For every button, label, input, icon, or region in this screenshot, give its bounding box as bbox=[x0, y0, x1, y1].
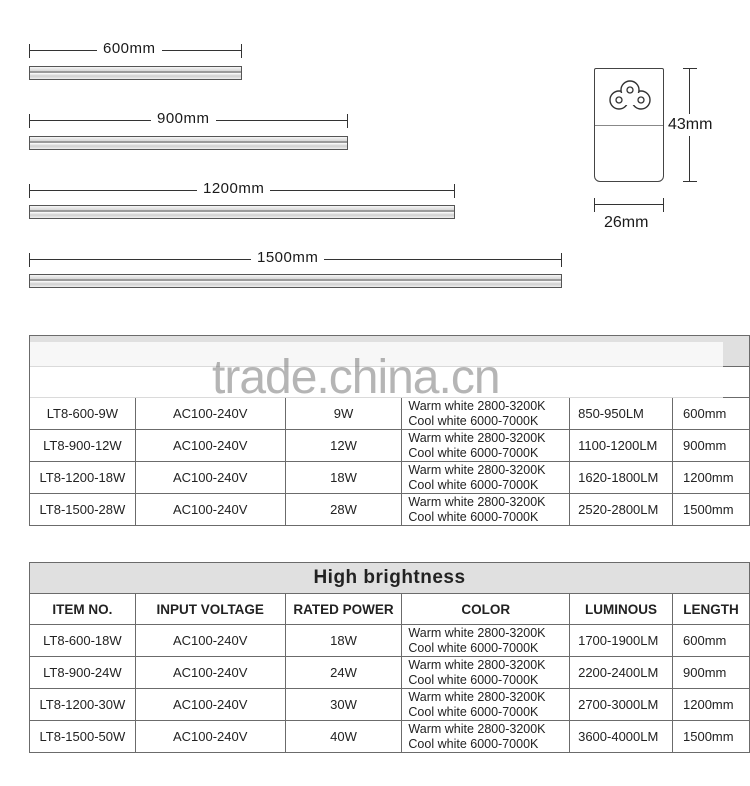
table-row bbox=[30, 721, 750, 753]
item-no: LT8-1500-50W bbox=[30, 721, 136, 753]
table-row bbox=[30, 689, 750, 721]
color-cell: Warm white 2800-3200K Cool white 6000-7000K bbox=[402, 625, 570, 657]
length: 1500mm bbox=[673, 494, 750, 526]
tube-900 bbox=[29, 136, 348, 150]
length: 1200mm bbox=[673, 689, 750, 721]
input-voltage: AC100-240V bbox=[135, 625, 285, 657]
color-cell: Warm white 2800-3200K Cool white 6000-7000K bbox=[402, 430, 570, 462]
input-voltage: AC100-240V bbox=[135, 689, 285, 721]
color-cell: Warm white 2800-3200K Cool white 6000-7000K bbox=[402, 494, 570, 526]
table-row bbox=[30, 430, 750, 462]
input-voltage: AC100-240V bbox=[135, 657, 285, 689]
rated-power: 40W bbox=[285, 721, 402, 753]
input-voltage: AC100-240V bbox=[135, 398, 285, 430]
tube-600 bbox=[29, 66, 242, 80]
col-header-length: LENGTH bbox=[673, 594, 750, 625]
color-cell: Warm white 2800-3200K Cool white 6000-7000K bbox=[402, 689, 570, 721]
rated-power: 24W bbox=[285, 657, 402, 689]
height-label: 43mm bbox=[668, 114, 712, 136]
high-brightness-table bbox=[29, 562, 750, 753]
color-cell: Warm white 2800-3200K Cool white 6000-7000K bbox=[402, 398, 570, 430]
dim-600 bbox=[29, 40, 242, 58]
col-header-color: COLOR bbox=[402, 594, 570, 625]
table-row bbox=[30, 657, 750, 689]
rated-power: 30W bbox=[285, 689, 402, 721]
color-cell: Warm white 2800-3200K Cool white 6000-7000K bbox=[402, 721, 570, 753]
table-row bbox=[30, 625, 750, 657]
color-cell: Warm white 2800-3200K Cool white 6000-7000K bbox=[402, 657, 570, 689]
col-header-voltage: INPUT VOLTAGE bbox=[135, 594, 285, 625]
table-row bbox=[30, 462, 750, 494]
length: 900mm bbox=[673, 657, 750, 689]
item-no: LT8-1500-28W bbox=[30, 494, 136, 526]
item-no: LT8-900-12W bbox=[30, 430, 136, 462]
col-header-item: ITEM NO. bbox=[30, 594, 136, 625]
luminous: 850-950LM bbox=[570, 398, 673, 430]
rated-power: 18W bbox=[285, 625, 402, 657]
dim-label-1200: 1200mm bbox=[197, 180, 270, 197]
luminous: 2520-2800LM bbox=[570, 494, 673, 526]
dim-1500 bbox=[29, 249, 562, 267]
tube-1500 bbox=[29, 274, 562, 288]
item-no: LT8-600-18W bbox=[30, 625, 136, 657]
table-title: High brightness bbox=[30, 563, 750, 594]
col-header-power: RATED POWER bbox=[285, 594, 402, 625]
rated-power: 28W bbox=[285, 494, 402, 526]
length: 900mm bbox=[673, 430, 750, 462]
luminous: 2200-2400LM bbox=[570, 657, 673, 689]
item-no: LT8-600-9W bbox=[30, 398, 136, 430]
input-voltage: AC100-240V bbox=[135, 721, 285, 753]
luminous: 1700-1900LM bbox=[570, 625, 673, 657]
end-cap-icon bbox=[607, 79, 653, 118]
watermark-text: trade.china.cn bbox=[212, 351, 500, 404]
length: 1500mm bbox=[673, 721, 750, 753]
rated-power: 12W bbox=[285, 430, 402, 462]
luminous: 1100-1200LM bbox=[570, 430, 673, 462]
luminous: 3600-4000LM bbox=[570, 721, 673, 753]
length: 600mm bbox=[673, 625, 750, 657]
table-row bbox=[30, 494, 750, 526]
rated-power: 18W bbox=[285, 462, 402, 494]
width-label: 26mm bbox=[604, 214, 649, 231]
item-no: LT8-1200-30W bbox=[30, 689, 136, 721]
length: 600mm bbox=[673, 398, 750, 430]
input-voltage: AC100-240V bbox=[135, 462, 285, 494]
input-voltage: AC100-240V bbox=[135, 494, 285, 526]
cross-section-drawing bbox=[594, 68, 664, 182]
input-voltage: AC100-240V bbox=[135, 430, 285, 462]
dim-1200 bbox=[29, 180, 455, 198]
col-header-luminous: LUMINOUS bbox=[570, 594, 673, 625]
tube-1200 bbox=[29, 205, 455, 219]
dim-label-1500: 1500mm bbox=[251, 249, 324, 266]
luminous: 1620-1800LM bbox=[570, 462, 673, 494]
dim-900 bbox=[29, 110, 348, 128]
item-no: LT8-900-24W bbox=[30, 657, 136, 689]
rated-power: 9W bbox=[285, 398, 402, 430]
width-dim bbox=[594, 198, 664, 212]
item-no: LT8-1200-18W bbox=[30, 462, 136, 494]
luminous: 2700-3000LM bbox=[570, 689, 673, 721]
dim-label-600: 600mm bbox=[97, 40, 162, 57]
color-cell: Warm white 2800-3200K Cool white 6000-7000K bbox=[402, 462, 570, 494]
length: 1200mm bbox=[673, 462, 750, 494]
dim-label-900: 900mm bbox=[151, 110, 216, 127]
